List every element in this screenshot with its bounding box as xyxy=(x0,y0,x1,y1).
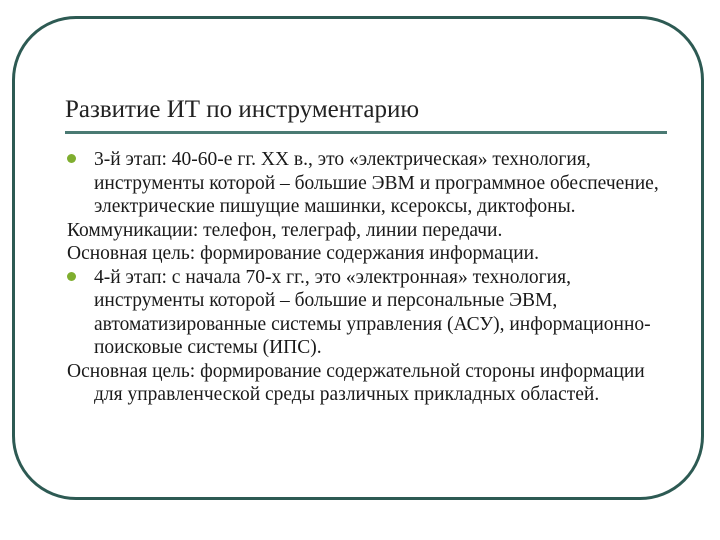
slide-title: Развитие ИТ по инструментарию xyxy=(65,96,420,123)
paragraph-text: 3-й этап: 40-60-е гг. XX в., это «электрическая» технология, инструменты которой – большие ЭВМ и программное обеспечение, электрические пишущие машинки, ксероксы, диктофоны. xyxy=(94,149,659,217)
bullet-dot-icon xyxy=(67,154,76,163)
title-divider xyxy=(65,131,667,134)
paragraph-main-goal-2 xyxy=(67,360,677,407)
paragraph-text: Основная цель: формирование содержательной стороны информации для управленческой среды различных прикладных областей. xyxy=(67,360,645,405)
paragraph-stage-4 xyxy=(67,266,677,360)
paragraph-text: Основная цель: формирование содержания информации. xyxy=(67,243,539,264)
paragraph-communications xyxy=(67,219,677,243)
slide-body xyxy=(67,148,677,407)
paragraph-text: 4-й этап: с начала 70-х гг., это «электронная» технология, инструменты которой – большие и персональные ЭВМ, автоматизированные системы управления (АСУ), информационно-поисковые системы (ИПС). xyxy=(94,266,651,358)
bullet-dot-icon xyxy=(67,272,76,281)
paragraph-stage-3 xyxy=(67,148,677,219)
paragraph-text: Коммуникации: телефон, телеграф, линии передачи. xyxy=(67,219,503,241)
paragraph-main-goal-1 xyxy=(67,242,677,266)
